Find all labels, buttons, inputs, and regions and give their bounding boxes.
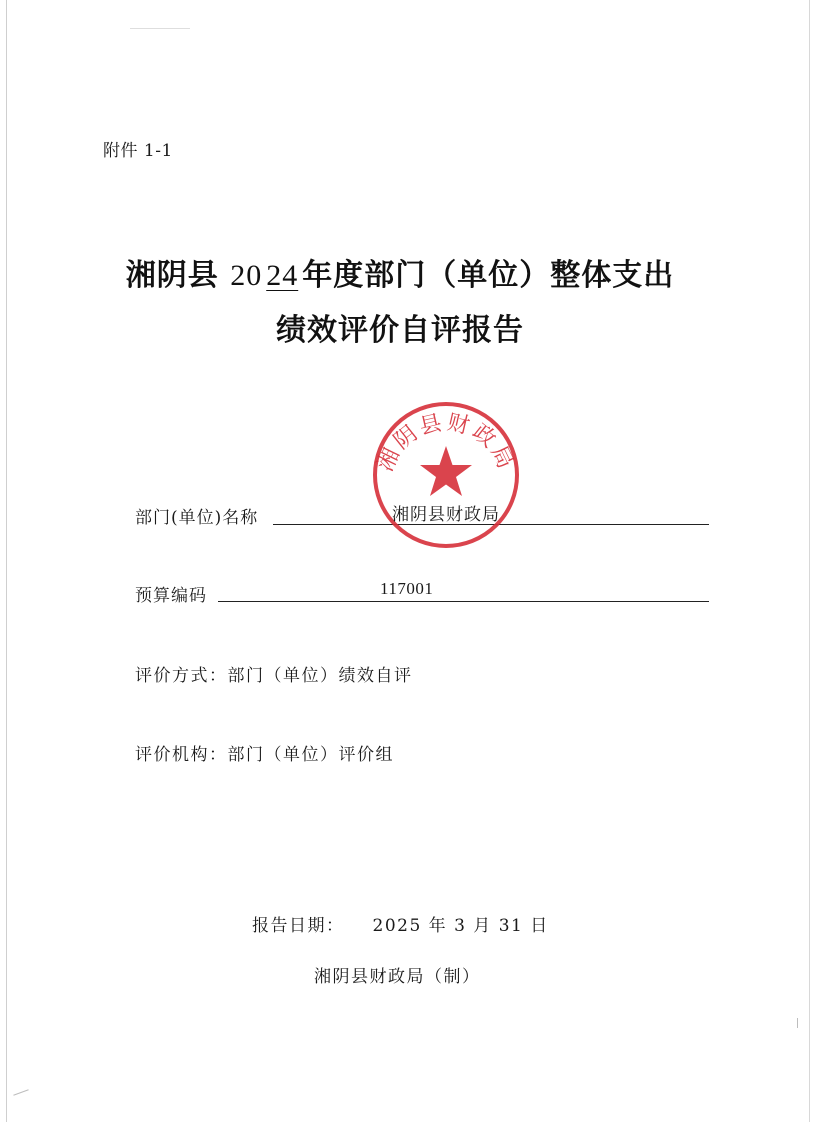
scan-edge-left: [6, 0, 7, 1122]
issuer-line: 湘阴县财政局（制）: [314, 967, 481, 987]
report-date-label: 报告日期：: [252, 916, 345, 936]
star-icon: [420, 446, 472, 496]
report-date-value: 2025 年 3 月 31 日: [372, 916, 549, 936]
title-year-prefix: 20: [230, 259, 263, 292]
title-suffix: 年度部门（单位）整体支出: [302, 258, 675, 293]
report-title-line-2: 绩效评价自评报告: [276, 313, 524, 348]
official-seal: [370, 400, 522, 550]
title-year-fill: 24: [266, 259, 299, 292]
budget-code-label: 预算编码: [135, 586, 207, 606]
scan-speck: [13, 1089, 28, 1095]
budget-code-underline: [218, 601, 709, 602]
seal-text: 湘阴县财政局: [373, 410, 519, 476]
report-title-line-1: [0, 250, 808, 294]
scan-speck: [130, 28, 190, 29]
evaluation-method: 评价方式：部门（单位）绩效自评: [135, 666, 413, 686]
dept-name-label: 部门(单位)名称: [135, 508, 259, 528]
scan-edge-right: [809, 0, 810, 1122]
evaluation-organization: 评价机构：部门（单位）评价组: [135, 745, 394, 765]
report-date: [252, 911, 549, 936]
dept-name-value: 湘阴县财政局: [392, 505, 500, 525]
scan-speck: [797, 1018, 798, 1028]
attachment-label: 附件 1-1: [103, 141, 173, 161]
budget-code-value: 117001: [380, 579, 434, 598]
title-county: 湘阴县: [125, 258, 219, 293]
